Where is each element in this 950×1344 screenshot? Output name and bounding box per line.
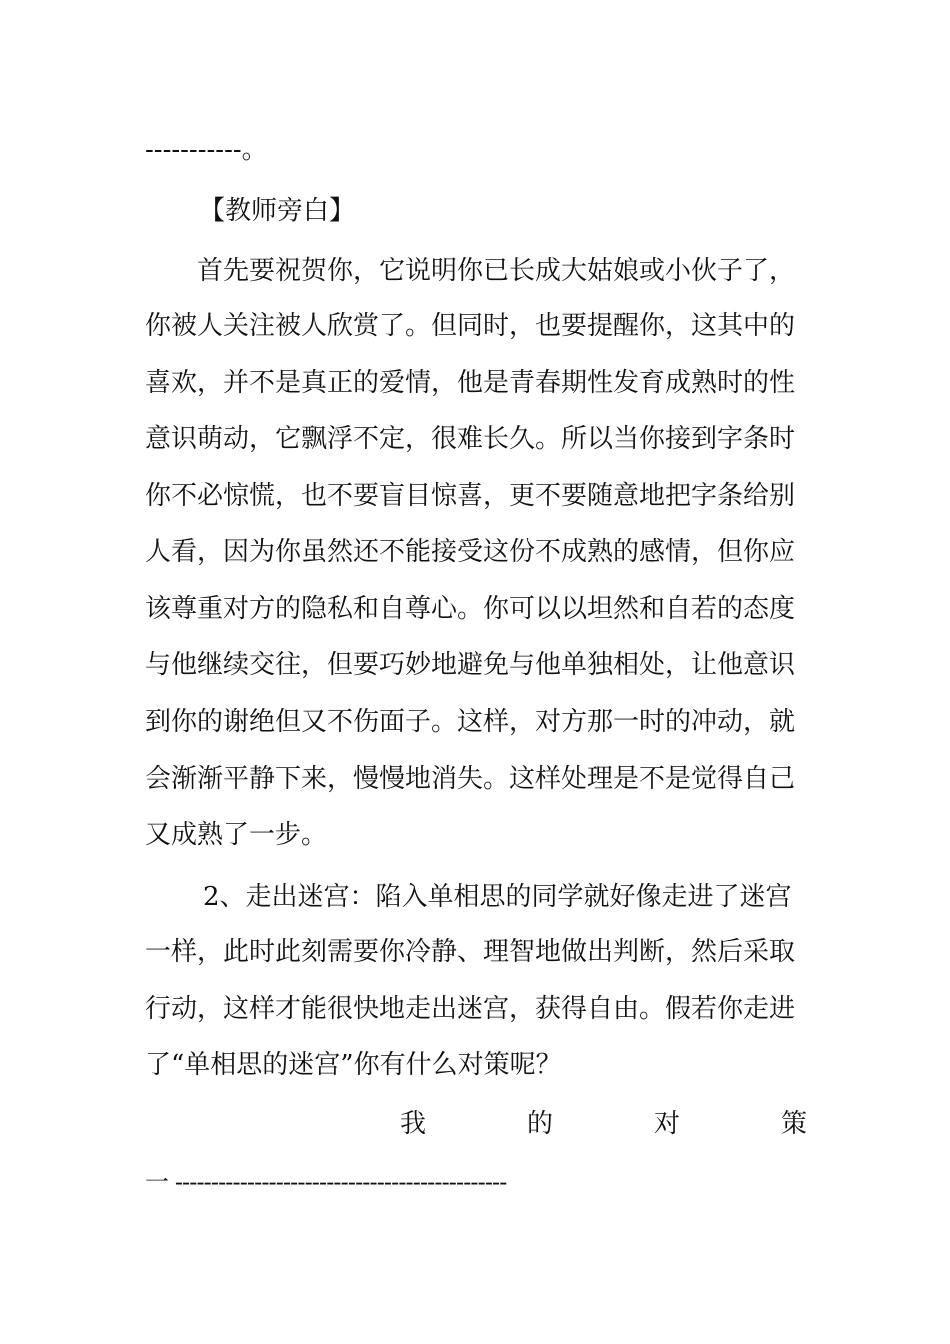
strategy-char-4: 策 — [780, 1109, 807, 1139]
aside-heading: 【教师旁白】 — [199, 196, 356, 226]
aside-line-8: 与他继续交往，但要巧妙地避免与他单独相处，让他意识 — [145, 650, 796, 680]
answer-blank-line: -----------。 — [145, 135, 268, 165]
strategy-char-3: 对 — [653, 1109, 680, 1139]
aside-line-10: 会渐渐平静下来，慢慢地消失。这样处理是不是觉得自己 — [145, 764, 796, 794]
aside-line-3: 喜欢，并不是真正的爱情，他是青春期性发育成熟时的性 — [145, 368, 796, 398]
aside-line-11: 又成熟了一步。 — [145, 820, 328, 850]
strategy-heading — [400, 1107, 807, 1141]
aside-line-9: 到你的谢绝但又不伤面子。这样，对方那一时的冲动，就 — [145, 707, 796, 737]
aside-line-4: 意识萌动，它飘浮不定，很难长久。所以当你接到字条时 — [145, 424, 796, 454]
aside-line-7: 该尊重对方的隐私和自尊心。你可以以坦然和自若的态度 — [145, 594, 796, 624]
aside-line-5: 你不必惊慌，也不要盲目惊喜，更不要随意地把字条给别 — [145, 481, 796, 511]
maze-line-1: 2、走出迷宫：陷入单相思的同学就好像走进了迷宫 — [203, 882, 792, 912]
strategy-char-2: 的 — [526, 1109, 553, 1139]
aside-line-1: 首先要祝贺你，它说明你已长成大姑娘或小伙子了， — [197, 256, 796, 286]
aside-line-2: 你被人关注被人欣赏了。但同时，也要提醒你，这其中的 — [145, 311, 796, 341]
aside-line-6: 人看，因为你虽然还不能接受这份不成熟的感情，但你应 — [145, 537, 796, 567]
strategy-blank-line: 一 ---------------------------------------------- — [145, 1168, 507, 1196]
strategy-char-1: 我 — [400, 1109, 427, 1139]
maze-line-2: 一样，此时此刻需要你冷静、理智地做出判断，然后采取 — [145, 937, 796, 967]
maze-line-4: 了“单相思的迷宫”你有什么对策呢？ — [145, 1050, 562, 1080]
maze-line-3: 行动，这样才能很快地走出迷宫，获得自由。假若你走进 — [145, 994, 796, 1024]
